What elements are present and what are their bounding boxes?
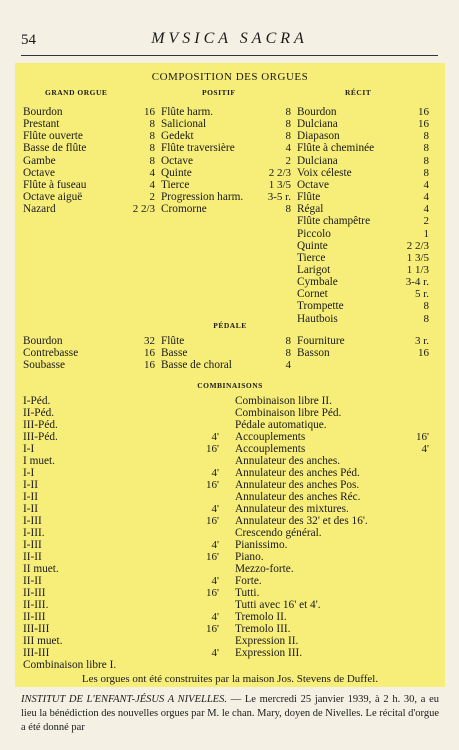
combination-left-stop-name: II-III [23, 611, 46, 623]
combination-left-stop-name: II-II [23, 575, 42, 587]
recit-stop-value: 1 [423, 227, 429, 240]
positif-stop-value: 1 3/5 [268, 178, 291, 191]
recit-stop-value: 8 [423, 154, 429, 167]
combination-left-stop-name: II muet. [23, 563, 59, 575]
combination-left-stop-value: 4' [211, 539, 219, 551]
pedale-stop-value: 8 [285, 335, 291, 347]
grand-orgue-stop-name: Flûte à fuseau [23, 178, 87, 191]
combination-right-stop-name: Annulateur des anches Réc. [235, 491, 361, 503]
pedale-stop-value: 16 [144, 347, 155, 360]
combination-left-stop-name: III-Péd. [23, 419, 58, 431]
recit-stop-name: Bourdon [297, 106, 337, 118]
recit-stop-value: 4 [423, 203, 429, 216]
pedale-stop-name: Bourdon [23, 335, 63, 347]
page-number: 54 [21, 32, 36, 48]
combination-right-stop-name: Pianissimo. [235, 539, 288, 551]
positif-stop-value: 8 [285, 130, 291, 143]
pedale-stop-value: 16 [418, 347, 429, 360]
recit-stop-value: 3-4 r. [405, 276, 429, 289]
pedale-head: PÉDALE [213, 321, 247, 330]
combination-right-stop-name: Tutti avec 16' et 4'. [235, 599, 321, 611]
grand-orgue-stop-value: 8 [149, 154, 155, 167]
recit-stop-value: 1 1/3 [406, 263, 429, 276]
combinaisons-head: COMBINAISONS [197, 381, 263, 390]
grand-orgue-stop-name: Octave aiguë [23, 191, 83, 204]
positif-stop-value: 8 [285, 203, 291, 216]
positif-stop-name: Progression harm. [161, 191, 244, 204]
grand-orgue-stop-name: Nazard [23, 203, 56, 216]
positif-stop-value: 8 [285, 106, 291, 118]
grand-orgue-stop-value: 8 [149, 130, 155, 143]
positif-stop-name: Octave [161, 154, 193, 167]
recit-stop-value: 8 [423, 130, 429, 143]
recit-stop-value: 5 r. [414, 288, 429, 301]
combination-left-stop-value: 16' [206, 515, 219, 527]
positif-stop-name: Quinte [161, 166, 192, 179]
combination-left-stop-name: I-III [23, 515, 42, 527]
recit-stop-name: Flûte à cheminée [297, 142, 375, 155]
grand-orgue-stop-name: Basse de flûte [23, 142, 87, 155]
recit-stop-name: Cymbale [297, 276, 338, 289]
recit-stop-value: 1 3/5 [406, 251, 429, 264]
combination-right-stop-name: Tutti. [235, 587, 260, 599]
grand-orgue-stop-value: 4 [149, 178, 155, 191]
positif-stop-name: Cromorne [161, 203, 207, 216]
recit-stop-name: Larigot [297, 263, 331, 276]
combination-right-stop-name: Piano. [235, 551, 264, 563]
combination-left-stop-name: I-I [23, 467, 35, 479]
recit-head: RÉCIT [345, 88, 372, 97]
combination-left-stop-name: III-III [23, 647, 50, 659]
composition-title: COMPOSITION DES ORGUES [151, 71, 309, 83]
combination-left-stop-value: 4' [211, 611, 219, 623]
grand-orgue-stop-name: Flûte ouverte [23, 130, 83, 143]
pedale-stop-name: Fourniture [297, 335, 345, 347]
positif-stop-name: Tierce [161, 178, 190, 191]
combination-left-stop-name: II-Péd. [23, 407, 55, 419]
combination-left-stop-name: II-II [23, 551, 42, 563]
combination-left-stop-name: Combinaison libre I. [23, 659, 117, 671]
recit-stop-value: 16 [418, 118, 429, 131]
combination-right-stop-name: Tremolo III. [235, 623, 291, 635]
article-heading: INSTITUT DE L'ENFANT-JÉSUS A NIVELLES. [21, 694, 227, 705]
recit-stop-name: Octave [297, 178, 329, 191]
combination-left-stop-value: 16' [206, 551, 219, 563]
builder-note: Les orgues ont été construites par la maison Jos. Stevens de Duffel. [81, 673, 379, 685]
combination-right-stop-name: Forte. [235, 575, 262, 587]
recit-stop-value: 2 [423, 215, 429, 228]
combination-left-stop-name: I muet. [23, 455, 55, 467]
combination-right-stop-name: Crescendo général. [235, 527, 322, 539]
positif-stop-value: 4 [285, 142, 291, 155]
recit-stop-name: Flûte champêtre [297, 215, 371, 228]
combination-right-stop-name: Expression II. [235, 635, 299, 647]
combination-left-stop-name: II-III. [23, 599, 49, 611]
positif-stop-value: 3-5 r. [267, 191, 291, 204]
recit-stop-name: Tierce [297, 251, 326, 264]
positif-head: POSITIF [202, 88, 236, 97]
running-title: MVSICA SACRA [151, 30, 308, 47]
combination-left-stop-value: 4' [211, 431, 219, 443]
grand-orgue-stop-value: 2 2/3 [132, 203, 155, 216]
grand-orgue-stop-value: 16 [144, 106, 155, 118]
grand-orgue-stop-value: 8 [149, 142, 155, 155]
grand-orgue-stop-name: Prestant [23, 118, 60, 131]
combination-left-stop-value: 4' [211, 575, 219, 587]
recit-stop-value: 8 [423, 166, 429, 179]
pedale-stop-value: 4 [285, 359, 291, 372]
combination-right-stop-name: Annulateur des anches. [235, 455, 341, 467]
grand-orgue-stop-name: Bourdon [23, 106, 63, 118]
pedale-stop-value: 3 r. [414, 335, 429, 347]
recit-stop-value: 2 2/3 [406, 239, 429, 252]
combination-left-stop-name: I-II [23, 503, 39, 515]
combination-left-stop-name: II-III [23, 587, 46, 599]
pedale-stop-name: Soubasse [23, 359, 66, 372]
combination-left-stop-value: 16' [206, 479, 219, 491]
header-rule [21, 55, 438, 56]
combination-right-stop-name: Combinaison libre II. [235, 395, 332, 407]
positif-stop-value: 2 [285, 154, 291, 167]
combination-right-stop-name: Mezzo-forte. [235, 563, 294, 575]
combination-left-stop-name: I-III. [23, 527, 45, 539]
combination-right-stop-name: Pédale automatique. [235, 419, 327, 431]
combination-left-stop-name: I-II [23, 491, 39, 503]
combination-left-stop-name: III-Péd. [23, 431, 58, 443]
following-article [21, 693, 439, 735]
recit-stop-name: Voix céleste [297, 166, 352, 179]
combination-left-stop-name: I-III [23, 539, 42, 551]
recit-stop-name: Régal [297, 203, 324, 216]
combination-left-stop-value: 16' [206, 587, 219, 599]
recit-stop-name: Cornet [297, 288, 328, 301]
positif-stop-name: Salicional [161, 118, 207, 131]
recit-stop-name: Diapason [297, 130, 340, 143]
positif-stop-name: Gedekt [161, 130, 194, 143]
recit-stop-name: Dulciana [297, 154, 338, 167]
combination-left-stop-value: 16' [206, 443, 219, 455]
combination-left-stop-name: I-II [23, 479, 39, 491]
positif-stop-name: Flûte traversière [161, 142, 235, 155]
grand-orgue-stop-name: Gambe [23, 154, 56, 167]
pedale-stop-name: Basse [161, 347, 188, 360]
pedale-stop-name: Basse de choral [161, 359, 232, 372]
combination-left-stop-value: 4' [211, 647, 219, 659]
recit-stop-value: 4 [423, 191, 429, 204]
combination-left-stop-value: 16' [206, 623, 219, 635]
combination-left-stop-name: III-III [23, 623, 50, 635]
positif-stop-name: Flûte harm. [161, 106, 214, 118]
combination-right-stop-name: Accouplements [235, 443, 306, 455]
recit-stop-value: 8 [423, 300, 429, 313]
grand-orgue-stop-value: 4 [149, 166, 155, 179]
recit-stop-value: 8 [423, 142, 429, 155]
positif-stop-value: 8 [285, 118, 291, 131]
combination-right-stop-name: Annulateur des 32' et des 16'. [235, 515, 368, 527]
combination-left-stop-value: 4' [211, 467, 219, 479]
recit-stop-value: 8 [423, 312, 429, 325]
combination-right-stop-name: Tremolo II. [235, 611, 287, 623]
recit-stop-value: 4 [423, 178, 429, 191]
pedale-stop-name: Basson [297, 347, 330, 360]
combination-left-stop-name: I-Péd. [23, 395, 51, 407]
recit-stop-name: Hautbois [297, 312, 338, 325]
pedale-stop-value: 8 [285, 347, 291, 360]
grand-orgue-head: GRAND ORGUE [45, 88, 108, 97]
recit-stop-value: 16 [418, 106, 429, 118]
combination-right-stop-name: Expression III. [235, 647, 303, 659]
pedale-stop-name: Flûte [161, 335, 185, 347]
grand-orgue-stop-name: Octave [23, 166, 55, 179]
combination-left-stop-value: 4' [211, 503, 219, 515]
combination-right-stop-value: 16' [416, 431, 429, 443]
pedale-stop-value: 16 [144, 359, 155, 372]
combination-right-stop-name: Annulateur des mixtures. [235, 503, 349, 515]
combination-right-stop-name: Combinaison libre Péd. [235, 407, 342, 419]
combination-right-stop-name: Accouplements [235, 431, 306, 443]
grand-orgue-stop-value: 8 [149, 118, 155, 131]
grand-orgue-stop-value: 2 [149, 191, 155, 204]
combination-right-stop-name: Annulateur des anches Pos. [235, 479, 360, 491]
combination-left-stop-name: I-I [23, 443, 35, 455]
combination-right-stop-name: Annulateur des anches Péd. [235, 467, 360, 479]
pedale-stop-name: Contrebasse [23, 347, 79, 360]
positif-stop-value: 2 2/3 [268, 166, 291, 179]
combination-right-stop-value: 4' [421, 443, 429, 455]
combination-left-stop-name: III muet. [23, 635, 63, 647]
pedale-stop-value: 32 [144, 335, 155, 347]
article-body: — Le mercredi 25 janvier 1939, à 2 h. 30, a eu lieu la bénédiction des nouvelles orgues par M. le chan. Mary, doyen de Nivelles. Le récital d'orgue a été donné par [21, 694, 439, 733]
recit-stop-name: Dulciana [297, 118, 338, 131]
organ-specification-panel [15, 63, 445, 687]
recit-stop-name: Piccolo [297, 227, 331, 240]
recit-stop-name: Trompette [297, 300, 344, 313]
recit-stop-name: Flûte [297, 191, 321, 204]
recit-stop-name: Quinte [297, 239, 328, 252]
